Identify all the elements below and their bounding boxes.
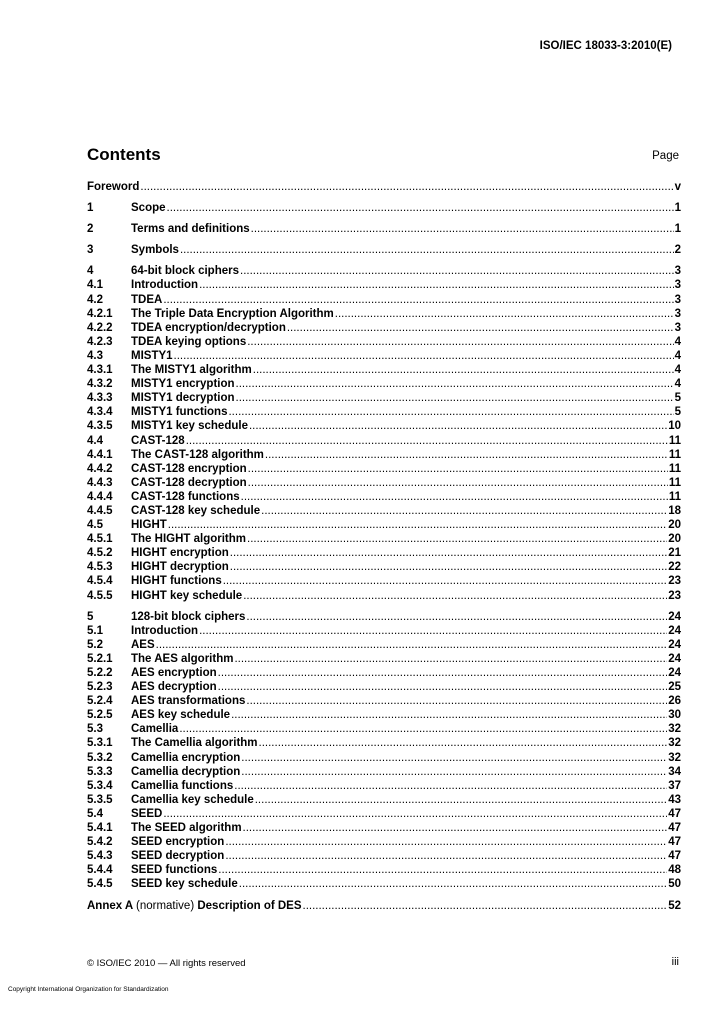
toc-dot-leader	[231, 708, 667, 722]
toc-entry-title: SEED key schedule	[131, 878, 238, 891]
page-column-label: Page	[652, 150, 679, 162]
toc-entry-number: 5.2.2	[87, 667, 113, 679]
toc-entry[interactable]	[87, 419, 681, 433]
toc-entry[interactable]	[87, 666, 681, 680]
toc-entry[interactable]	[87, 652, 681, 666]
toc-entry[interactable]	[87, 574, 681, 588]
toc-entry-page: 32	[668, 723, 681, 736]
toc-entry-page: 34	[668, 765, 681, 778]
toc-dot-leader	[180, 243, 674, 257]
toc-entry[interactable]	[87, 201, 681, 215]
toc-entry-number: 5.2.5	[87, 709, 113, 722]
toc-entry-title: The Camellia algorithm	[131, 737, 258, 750]
toc-dot-leader	[239, 877, 667, 891]
toc-entry[interactable]	[87, 222, 681, 236]
toc-entry-number: 3	[87, 244, 94, 257]
toc-entry-title: The Triple Data Encryption Algorithm	[131, 307, 334, 320]
toc-entry-title: Foreword	[87, 181, 140, 193]
toc-entry-title: CAST-128 decryption	[131, 476, 247, 489]
toc-entry-number: 4.4.3	[87, 476, 113, 489]
toc-entry-title: HIGHT encryption	[131, 547, 229, 560]
toc-entry-page: 11	[668, 476, 681, 489]
toc-entry-page: 22	[668, 561, 681, 574]
toc-entry-page: 23	[668, 589, 681, 602]
toc-entry-number: 5.3.5	[87, 793, 113, 806]
toc-dot-leader	[303, 899, 668, 913]
toc-entry-title: Introduction	[131, 624, 199, 637]
toc-entry[interactable]	[87, 391, 681, 405]
toc-entry-title: CAST-128 encryption	[131, 462, 247, 475]
toc-entry-page: 47	[668, 850, 681, 863]
toc-dot-leader	[247, 335, 673, 349]
toc-entry-number: 5.1	[87, 624, 103, 637]
toc-entry-page: 11	[668, 462, 681, 475]
toc-dot-leader	[225, 849, 667, 863]
toc-entry-page: 5	[674, 392, 681, 405]
toc-entry-page: 20	[668, 519, 681, 532]
toc-entry-page: 3	[674, 265, 681, 278]
toc-dot-leader	[241, 751, 667, 765]
toc-entry-page: 32	[668, 737, 681, 750]
toc-entry-number: 5.4	[87, 807, 103, 820]
toc-entry-number: 5.2	[87, 638, 103, 651]
toc-entry-page: 21	[668, 547, 681, 560]
toc-entry-page: 3	[674, 321, 681, 334]
toc-entry-page: 24	[668, 652, 681, 665]
toc-entry-number: 4.3.4	[87, 406, 113, 419]
toc-dot-leader	[249, 419, 667, 433]
toc-entry[interactable]	[87, 877, 681, 891]
toc-annex-entry[interactable]	[87, 899, 681, 913]
toc-entry-page: 50	[668, 878, 681, 891]
toc-entry[interactable]	[87, 532, 681, 546]
toc-entry-title: HIGHT key schedule	[131, 589, 243, 602]
toc-entry[interactable]	[87, 821, 681, 835]
toc-entry[interactable]	[87, 405, 681, 419]
toc-entry-page: 11	[668, 448, 681, 461]
toc-entry-title: HIGHT decryption	[131, 561, 229, 574]
toc-dot-leader	[234, 779, 667, 793]
toc-entry[interactable]	[87, 835, 681, 849]
annex-heading	[87, 899, 302, 913]
footer-copyright: © ISO/IEC 2010 — All rights reserved	[87, 958, 246, 969]
annex-kind: (normative)	[136, 899, 195, 912]
toc-entry-title: AES transformations	[131, 695, 246, 708]
toc-entry[interactable]	[87, 560, 681, 574]
toc-dot-leader	[225, 835, 667, 849]
footer-page-number: iii	[671, 956, 679, 968]
toc-entry-number: 4.2	[87, 293, 103, 306]
toc-entry-title: MISTY1 encryption	[131, 378, 235, 391]
toc-entry[interactable]	[87, 708, 681, 722]
toc-entry[interactable]	[87, 349, 681, 363]
toc-entry[interactable]	[87, 434, 681, 448]
toc-entry-number: 4.5.1	[87, 533, 113, 546]
toc-entry-page: 47	[668, 822, 681, 835]
toc-entry-title: Introduction	[131, 279, 199, 292]
toc-entry-page: 3	[674, 307, 681, 320]
toc-entry[interactable]	[87, 680, 681, 694]
toc-dot-leader	[241, 765, 667, 779]
toc-entry-number: 4.4.5	[87, 504, 113, 517]
toc-dot-leader	[248, 476, 668, 490]
toc-entry[interactable]	[87, 377, 681, 391]
toc-entry-title: Symbols	[131, 244, 179, 257]
toc-entry-number: 5.3	[87, 723, 103, 736]
toc-entry-number: 4.3	[87, 349, 103, 362]
toc-entry-number: 4.5	[87, 519, 103, 532]
toc-entry-number: 4.2.3	[87, 335, 113, 348]
toc-dot-leader	[218, 666, 668, 680]
toc-entry[interactable]	[87, 765, 681, 779]
toc-entry-page: 2	[674, 244, 681, 257]
toc-dot-leader	[259, 736, 668, 750]
toc-entry-number: 5.3.1	[87, 737, 113, 750]
toc-entry-number: 4.2.1	[87, 307, 113, 320]
toc-entry[interactable]	[87, 243, 681, 257]
toc-entry-title: The SEED algorithm	[131, 822, 242, 835]
toc-entry[interactable]	[87, 751, 681, 765]
toc-dot-leader	[240, 264, 674, 278]
toc-entry-title: CAST-128 key schedule	[131, 504, 261, 517]
toc-entry[interactable]	[87, 504, 681, 518]
toc-dot-leader	[255, 793, 667, 807]
toc-dot-leader	[140, 180, 673, 194]
toc-entry-number: 5.3.2	[87, 751, 113, 764]
toc-entry-page: 18	[668, 504, 681, 517]
toc-entry-title: MISTY1 key schedule	[131, 420, 248, 433]
toc-entry-number: 4.2.2	[87, 321, 113, 334]
toc-entry[interactable]	[87, 638, 681, 652]
toc-entry[interactable]	[87, 589, 681, 603]
toc-entry-title: TDEA encryption/decryption	[131, 321, 286, 334]
toc-dot-leader	[243, 589, 667, 603]
toc-entry[interactable]	[87, 736, 681, 750]
toc-entry-title: AES key schedule	[131, 709, 231, 722]
toc-entry-number: 4.4.1	[87, 448, 113, 461]
toc-entry-page: 10	[668, 420, 681, 433]
toc-entry-page: 32	[668, 751, 681, 764]
toc-entry-title: The HIGHT algorithm	[131, 533, 246, 546]
toc-entry-number: 4.5.3	[87, 561, 113, 574]
toc-entry-page: 1	[674, 223, 681, 236]
annex-prefix: Annex A	[87, 899, 133, 912]
toc-entry-number: 4.3.5	[87, 420, 113, 433]
toc-entry-page: 30	[668, 709, 681, 722]
toc-entry-title: Camellia	[131, 723, 179, 736]
toc-entry[interactable]	[87, 321, 681, 335]
toc-entry-title: HIGHT functions	[131, 575, 222, 588]
toc-dot-leader	[253, 363, 674, 377]
toc-entry-number: 4.1	[87, 279, 103, 292]
toc-entry-title: TDEA	[131, 293, 163, 306]
toc-entry-title: 128-bit block ciphers	[131, 610, 246, 623]
toc-entry-number: 5	[87, 610, 94, 623]
toc-entry-page: v	[674, 181, 681, 193]
toc-dot-leader	[287, 321, 674, 335]
toc-entry-number: 4.4	[87, 434, 103, 447]
toc-entry-page: 23	[668, 575, 681, 588]
toc-entry[interactable]	[87, 863, 681, 877]
table-of-contents	[87, 180, 681, 913]
toc-entry-number: 1	[87, 202, 94, 215]
toc-entry[interactable]	[87, 849, 681, 863]
toc-entry-title: Camellia functions	[131, 779, 234, 792]
toc-dot-leader	[248, 462, 668, 476]
toc-entry-page: 48	[668, 864, 681, 877]
toc-dot-leader	[179, 722, 667, 736]
toc-entry-number: 5.3.3	[87, 765, 113, 778]
toc-dot-leader	[163, 293, 673, 307]
toc-entry[interactable]	[87, 293, 681, 307]
toc-entry[interactable]	[87, 335, 681, 349]
toc-entry[interactable]	[87, 546, 681, 560]
toc-entry[interactable]	[87, 264, 681, 278]
footer-license-notice: Copyright International Organization for Standardization	[8, 986, 169, 993]
toc-entry-page: 5	[674, 406, 681, 419]
toc-entry[interactable]	[87, 448, 681, 462]
toc-dot-leader	[156, 638, 668, 652]
toc-entry-page: 4	[674, 378, 681, 391]
toc-entry-title: AES encryption	[131, 667, 217, 679]
toc-entry[interactable]	[87, 363, 681, 377]
annex-page: 52	[668, 899, 681, 912]
toc-entry-title: SEED decryption	[131, 850, 225, 863]
toc-entry-title: Camellia key schedule	[131, 793, 254, 806]
toc-entry-title: MISTY1	[131, 349, 173, 362]
toc-entry-page: 4	[674, 335, 681, 348]
toc-entry[interactable]	[87, 793, 681, 807]
toc-entry[interactable]	[87, 307, 681, 321]
toc-entry-number: 4.5.4	[87, 575, 113, 588]
toc-entry-number: 4.5.5	[87, 589, 113, 602]
toc-entry-page: 3	[674, 279, 681, 292]
toc-entry[interactable]	[87, 518, 681, 532]
toc-entry-title: HIGHT	[131, 519, 167, 532]
toc-dot-leader	[236, 391, 674, 405]
toc-entry-page: 3	[674, 293, 681, 306]
toc-dot-leader	[167, 201, 674, 215]
toc-entry-title: CAST-128 functions	[131, 490, 240, 503]
toc-entry-number: 5.4.5	[87, 878, 113, 891]
toc-entry-title: The AES algorithm	[131, 652, 234, 665]
toc-entry-number: 5.4.4	[87, 864, 113, 877]
toc-entry-page: 24	[668, 610, 681, 623]
toc-entry[interactable]	[87, 722, 681, 736]
toc-entry[interactable]	[87, 807, 681, 821]
toc-entry-page: 4	[674, 364, 681, 377]
toc-entry-page: 37	[668, 779, 681, 792]
toc-entry-title: The MISTY1 algorithm	[131, 364, 252, 377]
toc-dot-leader	[174, 349, 674, 363]
toc-dot-leader	[335, 307, 674, 321]
toc-entry-title: SEED encryption	[131, 836, 225, 849]
toc-entry-title: SEED	[131, 807, 163, 820]
toc-entry-number: 2	[87, 223, 94, 236]
toc-dot-leader	[261, 504, 667, 518]
toc-entry[interactable]	[87, 490, 681, 504]
toc-entry[interactable]	[87, 624, 681, 638]
toc-entry-number: 5.2.3	[87, 681, 113, 694]
toc-entry-title: CAST-128	[131, 434, 185, 447]
toc-entry-page: 11	[668, 434, 681, 447]
toc-entry-title: Camellia decryption	[131, 765, 241, 778]
toc-dot-leader	[234, 652, 667, 666]
toc-dot-leader	[241, 490, 668, 504]
toc-entry-page: 20	[668, 533, 681, 546]
toc-dot-leader	[243, 821, 668, 835]
toc-entry-number: 5.2.4	[87, 695, 113, 708]
toc-dot-leader	[230, 560, 667, 574]
toc-entry-title: TDEA keying options	[131, 335, 247, 348]
toc-entry[interactable]	[87, 180, 681, 194]
contents-heading: Contents	[87, 145, 161, 164]
toc-entry-number: 4.3.3	[87, 392, 113, 405]
toc-entry[interactable]	[87, 694, 681, 708]
toc-entry-title: 64-bit block ciphers	[131, 265, 240, 278]
toc-dot-leader	[230, 546, 667, 560]
toc-entry-page: 11	[668, 490, 681, 503]
toc-entry-title: Camellia encryption	[131, 751, 241, 764]
toc-entry-page: 26	[668, 695, 681, 708]
toc-entry-number: 5.4.1	[87, 822, 113, 835]
toc-entry-page: 1	[674, 202, 681, 215]
toc-entry-title: MISTY1 functions	[131, 406, 228, 419]
toc-entry-title: Scope	[131, 202, 166, 215]
toc-entry[interactable]	[87, 779, 681, 793]
toc-entry[interactable]	[87, 610, 681, 624]
toc-entry-title: SEED functions	[131, 864, 218, 877]
toc-dot-leader	[246, 694, 667, 708]
toc-dot-leader	[223, 574, 667, 588]
toc-entry-number: 4.3.1	[87, 364, 113, 377]
toc-entry-title: AES	[131, 638, 155, 651]
toc-dot-leader	[228, 405, 673, 419]
toc-entry-page: 47	[668, 836, 681, 849]
toc-entry-number: 4	[87, 265, 94, 278]
toc-dot-leader	[186, 434, 668, 448]
toc-entry-number: 5.4.2	[87, 836, 113, 849]
toc-entry[interactable]	[87, 462, 681, 476]
toc-dot-leader	[265, 448, 668, 462]
toc-dot-leader	[218, 680, 668, 694]
toc-entry-title: AES decryption	[131, 681, 217, 694]
toc-entry[interactable]	[87, 278, 681, 292]
toc-entry-page: 43	[668, 793, 681, 806]
toc-entry-number: 4.4.4	[87, 490, 113, 503]
toc-entry-title: The CAST-128 algorithm	[131, 448, 264, 461]
toc-entry-page: 24	[668, 638, 681, 651]
toc-entry-page: 47	[668, 807, 681, 820]
toc-entry-page: 25	[668, 681, 681, 694]
toc-entry-title: MISTY1 decryption	[131, 392, 235, 405]
document-identifier: ISO/IEC 18033-3:2010(E)	[539, 40, 672, 52]
toc-dot-leader	[246, 610, 667, 624]
toc-dot-leader	[199, 278, 674, 292]
toc-entry-page: 24	[668, 624, 681, 637]
toc-dot-leader	[163, 807, 667, 821]
toc-entry-number: 4.5.2	[87, 547, 113, 560]
toc-entry[interactable]	[87, 476, 681, 490]
toc-entry-number: 5.3.4	[87, 779, 113, 792]
toc-entry-number: 5.2.1	[87, 652, 113, 665]
toc-entry-number: 4.4.2	[87, 462, 113, 475]
toc-entry-number: 5.4.3	[87, 850, 113, 863]
toc-entry-number: 4.3.2	[87, 378, 113, 391]
toc-entry-page: 24	[668, 667, 681, 679]
toc-dot-leader	[236, 377, 674, 391]
toc-entry-page: 4	[674, 349, 681, 362]
toc-dot-leader	[199, 624, 667, 638]
toc-dot-leader	[168, 518, 667, 532]
toc-dot-leader	[251, 222, 674, 236]
toc-dot-leader	[247, 532, 667, 546]
annex-title: Description of DES	[197, 899, 302, 912]
toc-entry-title: Terms and definitions	[131, 223, 250, 236]
toc-dot-leader	[218, 863, 667, 877]
